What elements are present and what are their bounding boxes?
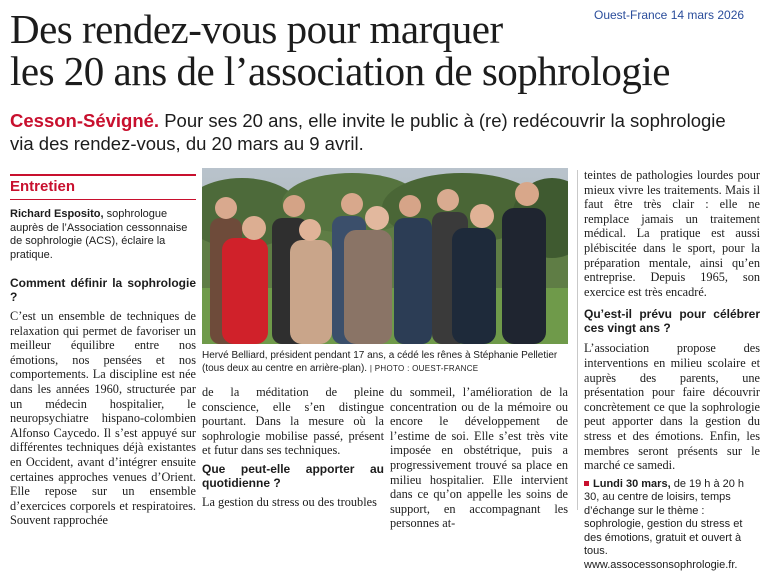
lead-paragraph — [10, 109, 750, 155]
photo-credit: | PHOTO : OUEST-FRANCE — [369, 364, 479, 373]
column-1 — [10, 208, 196, 528]
column-separator — [577, 170, 578, 510]
question-1: Comment définir la sophrologie ? — [10, 276, 196, 304]
source-line: Ouest-France 14 mars 2026 — [594, 8, 745, 22]
rubric-rule — [10, 174, 196, 176]
rubric-underline — [10, 199, 196, 200]
answer-2-continued: du sommeil, l’amélioration de la concentration ou de la mémoire ou encore le développement de l’estime de soi. Elle s’est très vite imposée en obstétrique, puis a progressivement trouvé sa place en milieu hospitalier. Elle intervient dans ce qu’on appelle les soins de support, en accompagnant les personnes at- — [390, 385, 568, 531]
answer-1-continued: de la méditation de pleine conscience, elle s’en distingue pourtant. Dans la mesure où la sophrologie mobilise passé, présent et futur dans ses techniques. — [202, 385, 384, 458]
lead-location: Cesson-Sévigné. — [10, 110, 160, 131]
event-date: Lundi 30 mars, — [593, 477, 671, 490]
event-info — [584, 478, 760, 559]
intro-name: Richard Esposito, — [10, 208, 104, 220]
question-3: Qu’est-il prévu pour célébrer ces vingt ans ? — [584, 307, 760, 336]
column-2 — [202, 385, 384, 510]
caption-text: Hervé Belliard, président pendant 17 ans, a cédé les rênes à Stéphanie Pelletier (tous deux au centre en arrière-plan). — [202, 350, 558, 374]
column-4 — [584, 168, 760, 572]
headline-line-2: les 20 ans de l’association de sophrologie — [10, 48, 670, 94]
answer-1: C’est un ensemble de techniques de relaxation qui permet de favoriser un meilleur équilibre entre nos émotions, nos pensées et nos comportements. La discipline est née dans les années 1960, structurée par un médecin hospitalier, le neuropsychiatre hispano-colombien Alfonso Caycedo. Il s’est appuyé sur différentes techniques déjà existantes en Occident, avant d’intégrer ensuite certaines approches venues d’Orient. Elle repose sur un ensemble d’exercices corporels et respiratoires. Souvent rapprochée — [10, 309, 196, 528]
rubric-label: Entretien — [10, 178, 76, 195]
column-3 — [390, 385, 568, 531]
lead-text: Pour ses 20 ans, elle invite le public à (re) redécouvrir la sophrologie via des rendez-vous, du 20 mars au 9 avril. — [10, 110, 726, 154]
headline — [10, 8, 750, 92]
intro-paragraph — [10, 208, 196, 262]
headline-line-1: Des rendez-vous pour marquer — [10, 6, 503, 52]
website-link[interactable]: www.assocessonsophrologie.fr. — [584, 558, 738, 571]
bullet-square-icon — [584, 481, 589, 486]
group-photo-illustration — [202, 168, 568, 344]
intro-text: sophrologue auprès de l’Association cessonnaise de sophrologie (ACS), éclaire la pratique. — [10, 208, 188, 261]
answer-2: La gestion du stress ou des troubles — [202, 494, 377, 509]
answer-2-end: teintes de pathologies lourdes pour mieux vivre les traitements. Mais il faut être très clair : elle ne remplace jamais un traitement médical. La pratique est aussi plébiscitée dans le sport, pour la préparation mentale, ainsi qu’en entreprise. Depuis 1965, son exercice est très encadré. — [584, 168, 760, 299]
event-text: de 19 h à 20 h 30, au centre de loisirs, temps d’échange sur le thème : sophrologie, gestion du stress et des émotions, gratuit et ouvert à tous. — [584, 477, 745, 558]
answer-3: L’association propose des interventions en milieu scolaire et auprès des parents, une présentation pour faire découvrir concrètement ce que la sophrologie peut apporter dans la gestion du stress et des émotions. Enfin, les membres seront présents sur le marché ce samedi. — [584, 341, 760, 473]
question-2: Que peut-elle apporter au quotidienne ? — [202, 461, 384, 490]
group-photo — [202, 168, 568, 344]
photo-caption — [202, 349, 568, 375]
